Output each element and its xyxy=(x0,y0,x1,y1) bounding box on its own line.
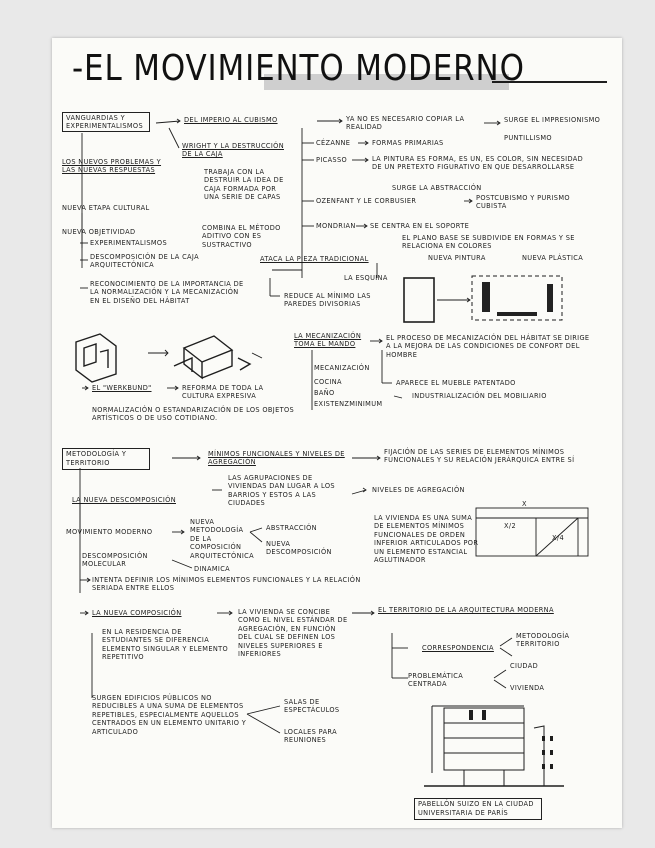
surge-abstraccion: SURGE LA ABSTRACCIÓN xyxy=(392,184,482,192)
la-vivienda-se: LA VIVIENDA SE CONCIBE COMO EL NIVEL ESTÁNDAR DE AGREGACIÓN, EN FUNCIÓN DEL CUAL SE DEFINEN LOS NIVELES SUPERIORES E INFERIORES xyxy=(238,608,348,659)
page-title: -EL MOVIMIENTO MODERNO xyxy=(72,48,525,89)
reforma-text: REFORMA DE TODA LA CULTURA EXPRESIVA xyxy=(182,384,264,401)
picasso: PICASSO xyxy=(316,156,348,164)
experimentalismos: EXPERIMENTALISMOS xyxy=(90,239,167,247)
las-agrupaciones: LAS AGRUPACIONES DE VIVIENDAS DAN LUGAR A LOS BARRIOS Y ESTOS A LAS CIUDADES xyxy=(228,474,335,508)
bano: BAÑO xyxy=(314,389,335,397)
notes-page xyxy=(52,38,622,828)
locales: LOCALES PARA REUNIONES xyxy=(284,728,337,745)
label-x4: X/4 xyxy=(552,534,564,542)
salas: SALAS DE ESPECTÁCULOS xyxy=(284,698,340,715)
nueva-desc: NUEVA DESCOMPOSICIÓN xyxy=(266,540,332,557)
surge-impresionismo: SURGE EL IMPRESIONISMO xyxy=(504,116,601,124)
nueva-descomposicion-heading: LA NUEVA DESCOMPOSICIÓN xyxy=(72,496,176,504)
existenzminimum: EXISTENZMINIMUM xyxy=(314,400,383,408)
label-x: X xyxy=(522,500,527,508)
mecanizacion-sub: MECANIZACIÓN xyxy=(314,364,370,372)
movimiento-moderno: MOVIMIENTO MODERNO xyxy=(66,528,153,536)
reconocimiento: RECONOCIMIENTO DE LA IMPORTANCIA DE LA NORMALIZACIÓN Y LA MECANIZACIÓN EN EL DISEÑO DEL HÁBITAT xyxy=(90,280,244,305)
surgen-text: SURGEN EDIFICIOS PÚBLICOS NO REDUCIBLES A UNA SUMA DE ELEMENTOS REPETIBLES, ESPECIALMENTE AQUELLOS CENTRADOS EN UN ELEMENTO UNITARIO Y ARTICULADO xyxy=(92,694,247,736)
niveles-agregacion: NIVELES DE AGREGACIÓN xyxy=(372,486,465,494)
cezanne: CÉZANNE xyxy=(316,139,351,147)
nueva-plastica: NUEVA PLÁSTICA xyxy=(522,254,584,262)
abstraccion: ABSTRACCIÓN xyxy=(266,524,317,532)
metodologia-territorio: METODOLOGÍA TERRITORIO xyxy=(516,632,570,649)
puntillismo: PUNTILLISMO xyxy=(504,134,552,142)
cocina: COCINA xyxy=(314,378,342,386)
vanguardias-box: VANGUARDIAS Y EXPERIMENTALISMOS xyxy=(62,112,150,132)
problematica: PROBLEMÁTICA CENTRADA xyxy=(408,672,464,689)
aparece-mueble: APARECE EL MUEBLE PATENTADO xyxy=(396,379,516,387)
mondrian-sketch xyxy=(402,268,592,330)
en-la-residencia: EN LA RESIDENCIA DE ESTUDIANTES SE DIFERENCIA ELEMENTO SINGULAR Y ELEMENTO REPETITIVO xyxy=(102,628,229,662)
ya-no-text: YA NO ES NECESARIO COPIAR LA REALIDAD xyxy=(346,115,465,132)
nueva-composicion-heading: LA NUEVA COMPOSICIÓN xyxy=(92,609,182,617)
ciudad: CIUDAD xyxy=(510,662,539,670)
del-imperio-heading: DEL IMPERIO AL CUBISMO xyxy=(184,116,278,124)
postcubismo: POSTCUBISMO Y PURISMO CUBISTA xyxy=(476,194,570,211)
minimos-heading: MÍNIMOS FUNCIONALES Y NIVELES DE AGREGACIÓN xyxy=(208,450,345,467)
nueva-objetividad: NUEVA OBJETIVIDAD xyxy=(62,228,136,236)
wright-heading: WRIGHT Y LA DESTRUCCIÓN DE LA CAJA xyxy=(182,142,284,159)
destruccion-caja-sketch xyxy=(74,328,274,388)
label-x2: X/2 xyxy=(504,522,516,530)
normalizacion-text: NORMALIZACIÓN O ESTANDARIZACIÓN DE LOS OBJETOS ARTÍSTICOS O DE USO COTIDIANO. xyxy=(92,406,295,423)
trabaja-text: TRABAJA CON LA DESTRUIR LA IDEA DE CAJA FORMADA POR UNA SERIE DE CAPAS xyxy=(204,168,284,202)
formas-primarias: FORMAS PRIMARIAS xyxy=(372,139,444,147)
territorio-heading: EL TERRITORIO DE LA ARQUITECTURA MODERNA xyxy=(378,606,554,614)
combina-text: COMBINA EL MÉTODO ADITIVO CON ES SUSTRACTIVO xyxy=(202,224,281,249)
el-proceso-text: EL PROCESO DE MECANIZACIÓN DEL HÁBITAT SE DIRIGE A LA MEJORA DE LAS CONDICIONES DE CONFORT DEL HOMBRE xyxy=(386,334,590,359)
correspondencia: CORRESPONDENCIA xyxy=(422,644,494,652)
se-centra: SE CENTRA EN EL SOPORTE xyxy=(370,222,470,230)
descomposicion-caja: DESCOMPOSICIÓN DE LA CAJA ARQUITECTÓNICA xyxy=(90,253,199,270)
ataca-text: ATACA LA PIEZA TRADICIONAL xyxy=(260,255,369,263)
fijacion-text: FIJACIÓN DE LAS SERIES DE ELEMENTOS MÍNIMOS FUNCIONALES Y SU RELACIÓN JERÁRQUICA ENTRE SÍ xyxy=(384,448,575,465)
descomposicion-molecular: DESCOMPOSICIÓN MOLECULAR xyxy=(82,552,148,569)
nueva-pintura: NUEVA PINTURA xyxy=(428,254,486,262)
vivienda: VIVIENDA xyxy=(510,684,545,692)
intenta-text: INTENTA DEFINIR LOS MÍNIMOS ELEMENTOS FUNCIONALES Y LA RELACIÓN SERIADA ENTRE ELLOS xyxy=(92,576,361,593)
dinamica: DINAMICA xyxy=(194,565,231,573)
nueva-etapa: NUEVA ETAPA CULTURAL xyxy=(62,204,150,212)
reduce-text: REDUCE AL MÍNIMO LAS PAREDES DIVISORIAS xyxy=(284,292,371,309)
la-esquina: LA ESQUINA xyxy=(344,274,388,282)
nueva-metodologia: NUEVA METODOLOGÍA DE LA COMPOSICIÓN ARQUITECTÓNICA xyxy=(190,518,254,560)
industrializacion: INDUSTRIALIZACIÓN DEL MOBILIARIO xyxy=(412,392,547,400)
nuevos-problemas: LOS NUEVOS PROBLEMAS Y LAS NUEVAS RESPUESTAS xyxy=(62,158,162,175)
la-pintura-text: LA PINTURA ES FORMA, ES UN, ES COLOR, SIN NECESIDAD DE UN PRETEXTO FIGURATIVO EN QUE DESARROLLARSE xyxy=(372,155,584,172)
pabellon-caption: PABELLÓN SUIZO EN LA CIUDAD UNIVERSITARIA DE PARÍS xyxy=(414,798,542,820)
mecanizacion-heading: LA MECANIZACIÓN TOMA EL MANDO xyxy=(294,332,362,349)
vivienda-diagram xyxy=(474,500,599,560)
el-plano-text: EL PLANO BASE SE SUBDIVIDE EN FORMAS Y SE RELACIONA EN COLORES xyxy=(402,234,575,251)
werkbund: EL "WERKBUND" xyxy=(92,384,152,392)
mondrian: MONDRIAN xyxy=(316,222,356,230)
pabellon-suizo-sketch xyxy=(424,698,574,798)
ozenfant: OZENFANT Y LE CORBUSIER xyxy=(316,197,417,205)
metodologia-box: METODOLOGÍA Y TERRITORIO xyxy=(62,448,150,470)
la-vivienda-text: LA VIVIENDA ES UNA SUMA DE ELEMENTOS MÍNIMOS FUNCIONALES DE ORDEN INFERIOR ARTICULADOS POR UN ELEMENTO ESTANCIAL AGLUTINADOR xyxy=(374,514,479,565)
